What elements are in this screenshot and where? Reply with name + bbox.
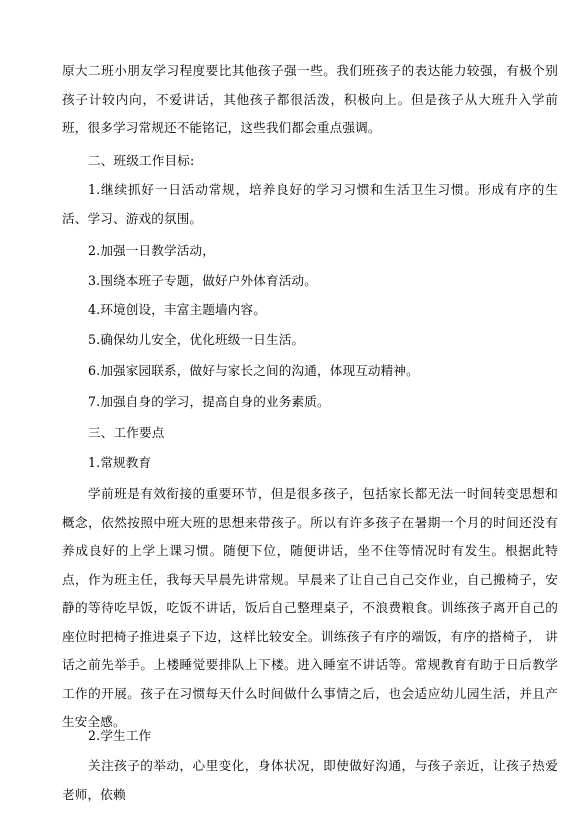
subheading-student-work: 2.学生工作: [88, 728, 152, 743]
goal-item-3: 3.围绕本班子专题，做好户外体育活动。: [88, 273, 317, 288]
goal-item-7: 7.加强自身的学习，提高自身的业务素质。: [88, 394, 330, 409]
goal-item-1: 1.继续抓好一日活动常规，培养良好的学习习惯和生活卫生习惯。形成有序的生活、学习、游戏的氛围。: [62, 182, 558, 226]
paragraph-routine-education: 学前班是有效衔接的重要环节，但是很多孩子，包括家长都无法一时间转变思想和概念，依然按照中班大班的思想来带孩子。所以有许多孩子在暑期一个月的时间还没有养成良好的上学上课习惯。随便下位，随便讲话，坐不住等情况时有发生。根据此特点，作为班主任，我每天早晨先讲常规。早晨来了让自己自己交作业，自己搬椅子，安静的等待吃早饭，吃饭不讲话，饭后自己整理桌子，不浪费粮食。训练孩子离开自己的座位时把椅子推进桌子下边，这样比较安全。训练孩子有序的端饭，有序的搭椅子， 讲话之前先举手。上楼睡觉要排队上下楼。进入睡室不讲话等。常规教育有助于日后教学工作的开展。孩子在习惯每天什么时间做什么事情之后，也会适应幼儿园生活，并且产生安全感。: [62, 486, 558, 729]
heading-class-goals: 二、班级工作目标:: [88, 153, 195, 168]
paragraph-student-work: 关注孩子的举动，心里变化，身体状况，即使做好沟通，与孩子亲近，让孩子热爱老师，依赖: [62, 758, 558, 802]
subheading-routine-education: 1.常规教育: [88, 455, 152, 470]
goal-item-2: 2.加强一日教学活动，: [88, 243, 216, 258]
goal-item-5: 5.确保幼儿安全，优化班级一日生活。: [88, 332, 305, 347]
goal-item-6: 6.加强家园联系，做好与家长之间的沟通，体现互动精神。: [88, 363, 419, 378]
paragraph-class-intro: 原大二班小朋友学习程度要比其他孩子强一些。我们班孩子的表达能力较强，有极个别孩子计较内向，不爱讲话，其他孩子都很活泼，积极向上。但是孩子从大班升入学前班，很多学习常规还不能铭记，这些我们都会重点强调。: [62, 63, 558, 135]
goal-item-4: 4.环境创设，丰富主题墙内容。: [88, 302, 266, 317]
heading-work-points: 三、工作要点: [88, 425, 165, 440]
